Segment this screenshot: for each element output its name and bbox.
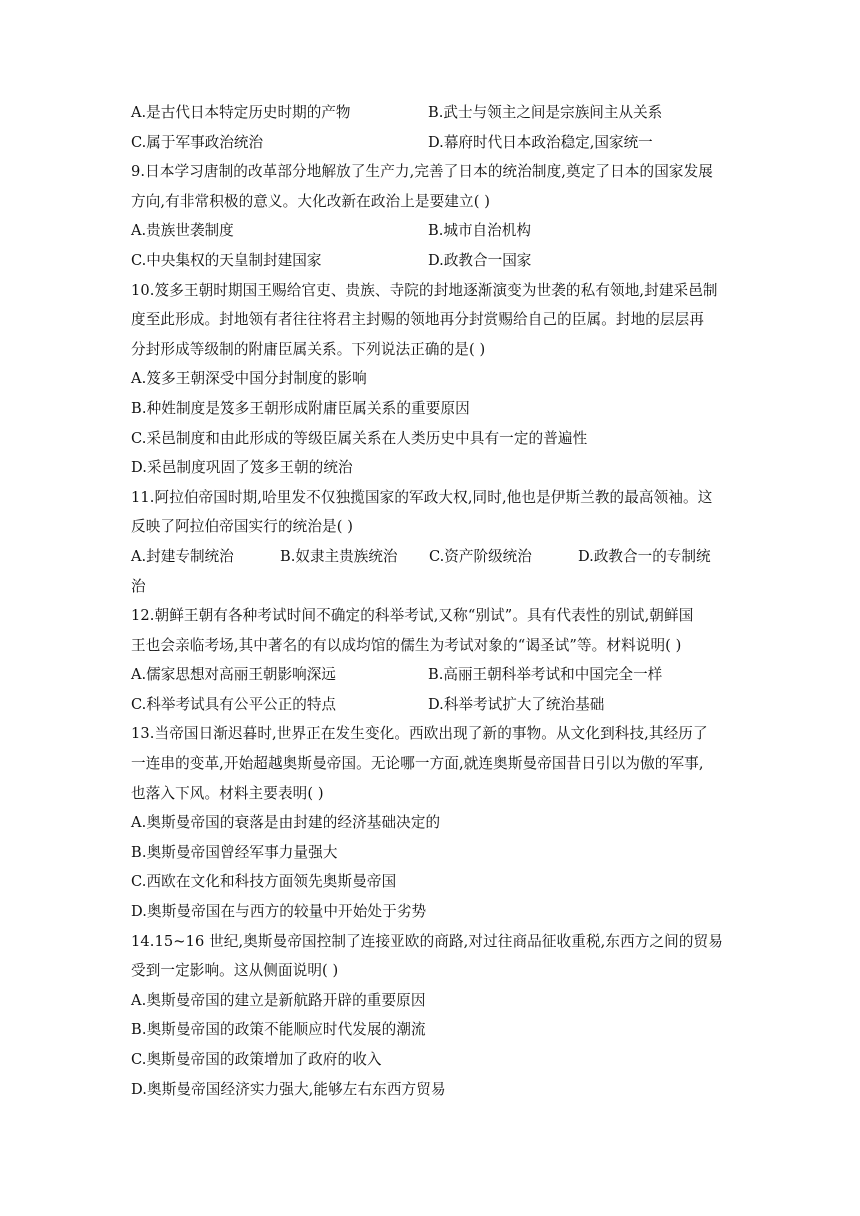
q9-option-d: D.政教合一国家: [428, 251, 532, 269]
q12-options-row-2: [131, 690, 731, 720]
q11-option-a: A.封建专制统治: [131, 547, 234, 565]
q10-option-a: A.笈多王朝深受中国分封制度的影响: [131, 370, 367, 388]
q11-option-c: C.资产阶级统治: [429, 547, 532, 565]
q9-stem-line-1: 9.日本学习唐制的改革部分地解放了生产力,完善了日本的统治制度,奠定了日本的国家发展: [131, 163, 713, 181]
q8-options-row-1: [131, 98, 731, 128]
q13-stem-line-3: 也落入下风。材料主要表明( ): [131, 784, 324, 802]
q8-options-row-2: [131, 128, 731, 158]
q13-option-a: A.奥斯曼帝国的衰落是由封建的经济基础决定的: [131, 814, 441, 832]
q14-option-a: A.奥斯曼帝国的建立是新航路开辟的重要原因: [131, 991, 426, 1009]
q10-stem-line-2: 度至此形成。封地领有者往往将君主封赐的领地再分封赏赐给自己的臣属。封地的层层再: [131, 311, 705, 329]
q14-option-d: D.奥斯曼帝国经济实力强大,能够左右东西方贸易: [131, 1080, 446, 1098]
q14-stem-line-2: 受到一定影响。这从侧面说明( ): [131, 962, 339, 980]
q9-stem-line-2: 方向,有非常积极的意义。大化改新在政治上是要建立( ): [131, 192, 491, 210]
q13-option-b: B.奥斯曼帝国曾经军事力量强大: [131, 843, 338, 861]
q14-option-c: C.奥斯曼帝国的政策增加了政府的收入: [131, 1051, 382, 1068]
q12-stem-line-2: 王也会亲临考场,其中著名的有以成均馆的儒生为考试对象的“谒圣试”等。材料说明( ): [131, 636, 682, 654]
q9-option-c: C.中央集权的天皇制封建国家: [131, 251, 322, 269]
q10-stem-line-3: 分封形成等级制的附庸臣属关系。下列说法正确的是( ): [131, 340, 486, 358]
q11-option-b: B.奴隶主贵族统治: [280, 547, 398, 565]
q12-option-c: C.科举考试具有公平公正的特点: [131, 695, 337, 713]
q11-stem-line-2: 反映了阿拉伯帝国实行的统治是( ): [131, 518, 354, 536]
q8-option-d: D.幕府时代日本政治稳定,国家统一: [428, 133, 653, 151]
q13-stem-line-2: 一连串的变革,开始超越奥斯曼帝国。无论哪一方面,就连奥斯曼帝国昔日引以为傲的军事,: [131, 755, 704, 773]
q11-option-d: D.政教合一的专制统: [578, 547, 711, 565]
q12-stem-line-1: 12.朝鲜王朝有各种考试时间不确定的科举考试,又称“别试”。具有代表性的别试,朝鲜国: [131, 607, 694, 625]
q9-option-a: A.贵族世袭制度: [131, 222, 234, 240]
q8-option-a: A.是古代日本特定历史时期的产物: [131, 104, 351, 121]
q12-options-row-1: [131, 660, 731, 690]
q10-option-d: D.采邑制度巩固了笈多王朝的统治: [131, 459, 353, 477]
exam-page: [131, 98, 731, 1104]
q9-options-row-1: [131, 216, 731, 246]
q14-stem-line-1: 14.15~16 世纪,奥斯曼帝国控制了连接亚欧的商路,对过往商品征收重税,东西方之间的贸易: [131, 932, 723, 950]
q12-option-b: B.高丽王朝科举考试和中国完全一样: [428, 666, 663, 684]
q10-option-c: C.采邑制度和由此形成的等级臣属关系在人类历史中具有一定的普遍性: [131, 429, 588, 447]
q13-option-d: D.奥斯曼帝国在与西方的较量中开始处于劣势: [131, 903, 427, 921]
q11-stem-line-1: 11.阿拉伯帝国时期,哈里发不仅独揽国家的军政大权,同时,他也是伊斯兰教的最高领袖。这: [131, 488, 713, 506]
q13-option-c: C.西欧在文化和科技方面领先奥斯曼帝国: [131, 873, 397, 891]
q10-stem-line-1: 10.笈多王朝时期国王赐给官吏、贵族、寺院的封地逐渐演变为世袭的私有领地,封建采邑制: [131, 281, 718, 299]
q12-option-a: A.儒家思想对高丽王朝影响深远: [131, 666, 336, 684]
q9-options-row-2: [131, 246, 731, 276]
q8-option-c: C.属于军事政治统治: [131, 133, 264, 151]
q14-option-b: B.奥斯曼帝国的政策不能顺应时代发展的潮流: [131, 1021, 426, 1039]
q9-option-b: B.城市自治机构: [428, 222, 531, 240]
q8-option-b: B.武士与领主之间是宗族间主从关系: [428, 104, 663, 121]
q11-options-row: [131, 542, 731, 572]
q12-option-d: D.科举考试扩大了统治基础: [428, 695, 605, 713]
q13-stem-line-1: 13.当帝国日渐迟暮时,世界正在发生变化。西欧出现了新的事物。从文化到科技,其经历了: [131, 725, 708, 743]
q11-option-d-wrap: 治: [131, 577, 146, 595]
q10-option-b: B.种姓制度是笈多王朝形成附庸臣属关系的重要原因: [131, 399, 470, 417]
